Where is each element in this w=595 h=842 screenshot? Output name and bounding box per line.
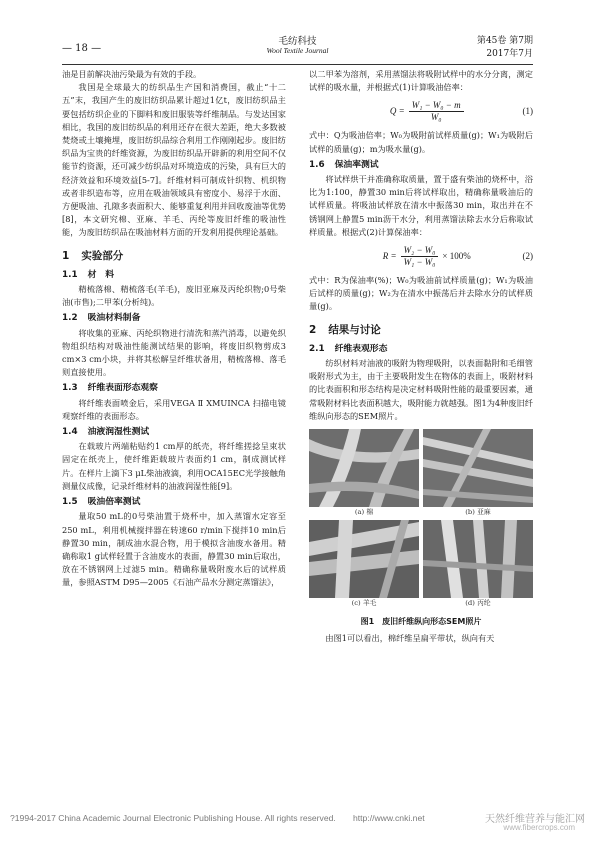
paragraph: 我国是全球最大的纺织品生产国和消费国，截止“十二五”末，我国产生的废旧纺织品累计超过1亿t，废旧纺织品主要包括纺织企业的下脚料和废旧服装等纤维制品。与发达国家相比，我国的废旧纺织品的利用还存在很大差距，绝大多数被焚烧或土壤掩埋，废旧纺织品综合利用工作刚刚起步。废旧纺织品为宝贵的纤维资源，为废旧纺织品开辟新的利用空间不仅能节约资源，还可减少纺织品对环境造成的污染，具有巨大的经济效益和环境效益[5-7]。纤维材料可制成针织物、机织物或者非织造布等，应用在吸油领域具有密度小、易浮于水面、方便吸油、孔隙多表面积大、能够重复利用并回收废油等优势[8]，本文研究棉、亚麻、羊毛、丙纶等废旧纤维的吸油性能，为废旧纺织品在吸油材料方面的开发利用提供理论基础。	[62, 82, 286, 238]
subsection-heading: 1.5 吸油倍率测试	[62, 497, 141, 508]
equation-number: (1)	[522, 106, 533, 117]
sem-caption: (d) 丙纶	[465, 599, 491, 608]
paragraph: 将试样烘干并准确称取质量，置于盛有柴油的烧杯中，浴比为1:100，静置30 min后将试样取出，精确称量吸油后的试样质量。将吸油试样放在清水中振荡30 min，取出并在不锈钢网上静置5 min沥干水分，利用蒸馏法除去水分后称取试样质量。根据式(2)计算保油率：	[309, 174, 533, 237]
journal-name-cn: 毛纺科技	[278, 36, 317, 47]
volume-issue: 第45卷 第7期	[476, 36, 533, 46]
sem-image-linen	[423, 429, 533, 507]
journal-name-en: Wool Textile Journal	[266, 46, 329, 55]
sem-image-wool	[309, 520, 419, 598]
sem-panel-linen	[423, 429, 533, 518]
page-header	[62, 30, 533, 62]
figure-title: 图1 废旧纤维纵向形态SEM照片	[360, 617, 482, 627]
subsection-heading: 1.3 纤维表面形态观察	[62, 383, 158, 394]
section-heading: 2 结果与讨论	[309, 323, 381, 336]
header-rule	[62, 64, 533, 65]
subsection-heading: 1.6 保油率测试	[309, 159, 379, 170]
section-heading: 1 实验部分	[62, 249, 124, 262]
paragraph: 由图1可以看出，棉纤维呈扁平带状，纵向有天	[325, 633, 495, 644]
sem-caption: (a) 棉	[354, 508, 374, 517]
watermark-text: 天然纤维营养与能汇网	[485, 814, 585, 825]
subsection-heading: 1.4 油液润湿性测试	[62, 427, 150, 438]
sem-image-polypropylene	[423, 520, 533, 598]
paragraph: 在载玻片两端粘贴约1 cm厚的纸壳，将纤维搓捻呈束状固定在纸壳上，使纤维距载玻片表面约1 cm，制成测试样片。在样片上滴下3 μL柴油液滴，利用OCA15EC光学接触角测量仪成像，记录纤维材料的油液润湿性能[9]。	[62, 441, 286, 491]
copyright-line: ?1994-2017 China Academic Journal Electronic Publishing House. All rights reserved. http://www.cnki.net	[10, 813, 425, 823]
subsection-heading: 1.2 吸油材料制备	[62, 313, 141, 324]
right-column	[309, 68, 533, 645]
paragraph: 油是目前解决油污染最为有效的手段。	[62, 69, 202, 79]
page-number: — 18 —	[62, 43, 102, 54]
sem-panel-cotton	[309, 429, 419, 518]
sem-panel-wool	[309, 520, 419, 609]
paragraph: 精梳落棉、精梳落毛(羊毛)，废旧亚麻及丙纶织物;0号柴油(市售);二甲苯(分析纯)。	[62, 284, 286, 308]
left-column	[62, 68, 286, 590]
sem-caption: (b) 亚麻	[465, 508, 491, 517]
paragraph: 以二甲苯为溶剂，采用蒸馏法将吸附试样中的水分分离，测定试样的吸水量，并根据式(1)计算吸油倍率：	[309, 69, 533, 93]
equation-number: (2)	[522, 250, 533, 261]
paragraph: 将收集的亚麻、丙纶织物进行清洗和蒸汽消毒，以避免织物组织结构对吸油性能测试结果的影响，将废旧织物剪成3 cm×3 cm小块，并将其松解呈纤维状备用，精梳落棉、落毛则直接使用。	[62, 327, 286, 378]
equation-2: R = $\frac{\text{W₂ − W₀}}{\text{W₁ − W₀}}$ × 100% (2)	[382, 245, 533, 268]
equation-1: Q = $\frac{\text{W₁ − W₀ − m}}{\text{W₀}}$ (1)	[389, 100, 533, 123]
sem-panel-polypropylene	[423, 520, 533, 609]
figure-1-grid	[309, 429, 533, 609]
paragraph: 式中：Q为吸油倍率；W₀为吸附前试样质量(g)；W₁为吸附后试样的质量(g)；m为吸水量(g)。	[309, 130, 533, 154]
subsection-heading: 2.1 纤维表观形态	[309, 343, 388, 354]
sem-image-cotton	[309, 429, 419, 507]
paragraph: 量取50 mL的0号柴油置于烧杯中，加入蒸馏水定容至250 mL，利用机械搅拌器在转速60 r/min下搅拌10 min后静置30 min，制成油水混合物，用于模拟含油废水备用。精确称取1 g试样轻置于含油废水的表面，静置30 min后取出，放在不锈钢网上过滤5 min。精确称量吸附废水后的试样质量，参照ASTM D95—2005《石油产品水分测定蒸馏法》，	[62, 511, 286, 588]
paragraph: 纺织材料对油液的吸附为物理吸附，以表面黏附和毛细管吸附形式为主，由于主要吸附发生在物体的表面上，吸附材料的比表面积和形态结构是决定材料吸附性能的最重要因素，通常吸附材料比表面积越大，吸附能力就越强。图1为4种废旧纤维纵向形态的SEM照片。	[309, 358, 533, 421]
page-footer	[10, 812, 585, 832]
paragraph: 式中：R为保油率(%)；W₀为吸油前试样质量(g)；W₁为吸油后试样的质量(g)；W₂为在清水中振荡后并去除水分的试样质量(g)。	[309, 275, 533, 312]
issue-date: 2017年7月	[486, 49, 533, 59]
paragraph: 将纤维表面喷金后，采用VEGA Ⅱ XMUINCA 扫描电镜观察纤维的表面形态。	[62, 397, 286, 421]
watermark-url: www.fibercrops.com	[503, 823, 575, 832]
sem-caption: (c) 羊毛	[351, 599, 377, 608]
subsection-heading: 1.1 材 料	[62, 269, 114, 280]
